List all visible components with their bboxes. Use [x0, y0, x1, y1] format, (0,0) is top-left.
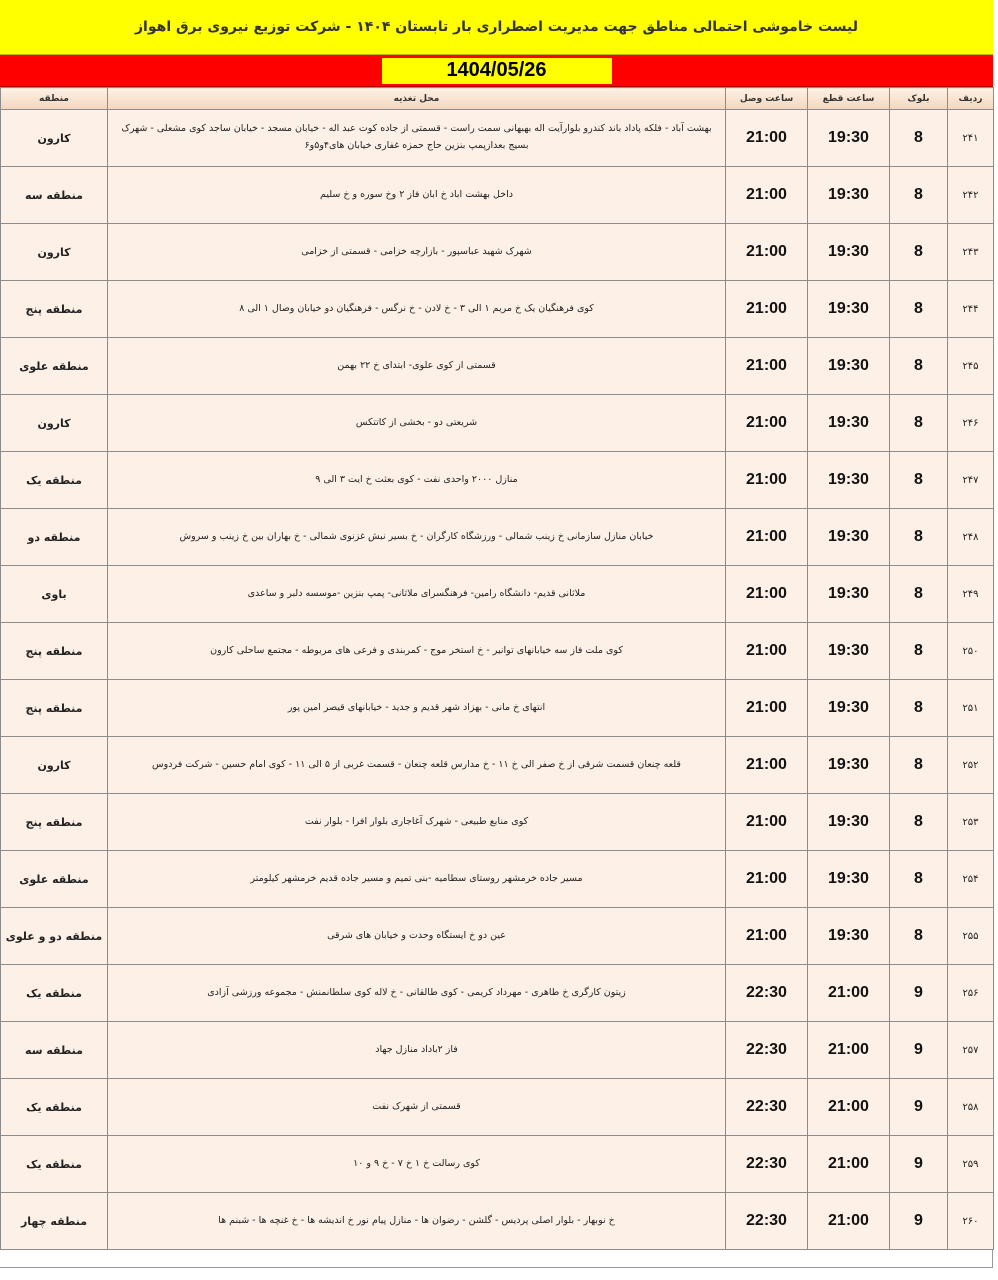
table-row — [1, 851, 994, 908]
table-row — [1, 452, 994, 509]
cell-zone: منطقه یک — [1, 452, 108, 509]
cell-cut-time: 19:30 — [808, 224, 890, 281]
cell-feed-location: بهشت آباد - فلکه پاداد باند کندرو بلوارآیت اله بهبهانی سمت راست - قسمتی از جاده کوت عبد اله - خیابان مسجد - خیابان ساجد کوی مشعلی - شهرک بسیج بعدازپمپ بنزین حاج حمزه غفاری خیابان های۴و۵و۶ — [108, 110, 726, 167]
cell-reconnect-time: 21:00 — [726, 908, 808, 965]
cell-reconnect-time: 21:00 — [726, 167, 808, 224]
table-row — [1, 1022, 994, 1079]
cell-row-number: ۲۴۶ — [948, 395, 994, 452]
cell-cut-time: 19:30 — [808, 281, 890, 338]
document-title: لیست خاموشی احتمالی مناطق جهت مدیریت اضطراری بار تابستان ۱۴۰۴ - شرکت توزیع نیروی برق اهواز — [0, 0, 993, 55]
cell-zone: کارون — [1, 395, 108, 452]
cell-zone: منطقه سه — [1, 167, 108, 224]
cell-reconnect-time: 21:00 — [726, 680, 808, 737]
table-row — [1, 1193, 994, 1250]
cell-cut-time: 21:00 — [808, 1193, 890, 1250]
cell-row-number: ۲۵۲ — [948, 737, 994, 794]
table-row — [1, 167, 994, 224]
cell-reconnect-time: 21:00 — [726, 110, 808, 167]
cell-row-number: ۲۵۸ — [948, 1079, 994, 1136]
cell-cut-time: 19:30 — [808, 851, 890, 908]
table-row — [1, 566, 994, 623]
cell-reconnect-time: 21:00 — [726, 338, 808, 395]
cell-cut-time: 21:00 — [808, 965, 890, 1022]
cell-block: 8 — [890, 623, 948, 680]
cell-zone: منطقه پنج — [1, 794, 108, 851]
cell-cut-time: 19:30 — [808, 623, 890, 680]
header-reconnect-time: ساعت وصل — [726, 88, 808, 110]
cell-block: 8 — [890, 908, 948, 965]
table-row — [1, 509, 994, 566]
cell-row-number: ۲۵۰ — [948, 623, 994, 680]
cell-feed-location: عین دو خ ایستگاه وحدت و خیابان های شرقی — [108, 908, 726, 965]
cell-zone: کارون — [1, 737, 108, 794]
cell-row-number: ۲۴۵ — [948, 338, 994, 395]
cell-zone: منطقه پنج — [1, 623, 108, 680]
cell-row-number: ۲۵۱ — [948, 680, 994, 737]
cell-zone: منطقه علوی — [1, 851, 108, 908]
cell-reconnect-time: 21:00 — [726, 737, 808, 794]
table-row — [1, 110, 994, 167]
cell-zone: منطقه یک — [1, 1136, 108, 1193]
header-feed-location: محل تغذیه — [108, 88, 726, 110]
cell-block: 8 — [890, 737, 948, 794]
cell-zone: منطقه علوی — [1, 338, 108, 395]
cell-reconnect-time: 21:00 — [726, 851, 808, 908]
cell-row-number: ۲۵۹ — [948, 1136, 994, 1193]
cell-cut-time: 19:30 — [808, 167, 890, 224]
cell-zone: منطقه یک — [1, 1079, 108, 1136]
cell-block: 8 — [890, 509, 948, 566]
cell-reconnect-time: 21:00 — [726, 509, 808, 566]
cell-row-number: ۲۵۶ — [948, 965, 994, 1022]
cell-reconnect-time: 22:30 — [726, 1079, 808, 1136]
cell-cut-time: 19:30 — [808, 680, 890, 737]
cell-reconnect-time: 21:00 — [726, 281, 808, 338]
cell-cut-time: 19:30 — [808, 338, 890, 395]
cell-reconnect-time: 21:00 — [726, 395, 808, 452]
cell-zone: کارون — [1, 110, 108, 167]
table-row — [1, 224, 994, 281]
cell-zone: باوی — [1, 566, 108, 623]
cell-feed-location: خیابان منازل سازمانی خ زینب شمالی - ورزشگاه کارگران - خ بسیر نبش غزنوی شمالی - خ بهاران بین خ زینب و سروش — [108, 509, 726, 566]
cell-block: 8 — [890, 395, 948, 452]
cell-cut-time: 19:30 — [808, 509, 890, 566]
cell-row-number: ۲۵۳ — [948, 794, 994, 851]
cell-reconnect-time: 22:30 — [726, 1022, 808, 1079]
cell-reconnect-time: 21:00 — [726, 452, 808, 509]
cell-block: 9 — [890, 1079, 948, 1136]
header-zone: منطقه — [1, 88, 108, 110]
cell-cut-time: 19:30 — [808, 737, 890, 794]
date-banner — [0, 55, 993, 87]
date-label: 1404/05/26 — [382, 58, 612, 84]
table-row — [1, 338, 994, 395]
cell-cut-time: 19:30 — [808, 110, 890, 167]
cell-zone: منطقه چهار — [1, 1193, 108, 1250]
cell-reconnect-time: 22:30 — [726, 1136, 808, 1193]
cell-feed-location: شریعتی دو - بخشی از کاتتکس — [108, 395, 726, 452]
cell-zone: منطقه دو — [1, 509, 108, 566]
cell-block: 8 — [890, 452, 948, 509]
cell-feed-location: کوی رسالت خ ۱ خ ۷ - خ ۹ و ۱۰ — [108, 1136, 726, 1193]
cell-feed-location: قسمتی از کوی علوی- ابتدای خ ۲۲ بهمن — [108, 338, 726, 395]
cell-reconnect-time: 21:00 — [726, 224, 808, 281]
cell-zone: منطقه سه — [1, 1022, 108, 1079]
cell-block: 8 — [890, 794, 948, 851]
table-row — [1, 1136, 994, 1193]
cell-reconnect-time: 22:30 — [726, 965, 808, 1022]
cell-row-number: ۲۵۴ — [948, 851, 994, 908]
cell-feed-location: فاز ۲باداد منازل جهاد — [108, 1022, 726, 1079]
cell-block: 8 — [890, 224, 948, 281]
cell-feed-location: کوی ملت فاز سه خیابانهای توانیر - خ استخر موج - کمربندی و فرعی های مربوطه - مجتمع ساحلی کارون — [108, 623, 726, 680]
cell-block: 9 — [890, 1193, 948, 1250]
cell-reconnect-time: 21:00 — [726, 623, 808, 680]
cell-feed-location: کوی فرهنگیان یک خ مریم ۱ الی ۳ - خ لادن - خ نرگس - فرهنگیان دو خیابان وصال ۱ الی ۸ — [108, 281, 726, 338]
cell-reconnect-time: 22:30 — [726, 1193, 808, 1250]
cell-feed-location: زیتون کارگری خ طاهری - مهرداد کریمی - کوی طالقانی - خ لاله کوی سلطانمنش - مجموعه ورزشی آزادی — [108, 965, 726, 1022]
cell-row-number: ۲۴۴ — [948, 281, 994, 338]
table-row — [1, 908, 994, 965]
table-body — [1, 110, 994, 1250]
table-row — [1, 737, 994, 794]
cell-feed-location: شهرک شهید عباسپور - بازارچه خزامی - قسمتی از خزامی — [108, 224, 726, 281]
cell-feed-location: منازل ۲۰۰۰ واحدی نفت - کوی بعثت خ ایت ۳ الی ۹ — [108, 452, 726, 509]
cell-feed-location: انتهای خ مانی - بهزاد شهر قدیم و جدید - خیابانهای قیصر امین پور — [108, 680, 726, 737]
table-row — [1, 680, 994, 737]
cell-cut-time: 19:30 — [808, 395, 890, 452]
cell-row-number: ۲۴۲ — [948, 167, 994, 224]
table-row — [1, 281, 994, 338]
cell-row-number: ۲۴۹ — [948, 566, 994, 623]
cell-feed-location: داخل بهشت اباد خ ابان فاز ۲ وخ سوره و خ سلیم — [108, 167, 726, 224]
cell-row-number: ۲۵۷ — [948, 1022, 994, 1079]
cell-block: 8 — [890, 167, 948, 224]
outage-table — [0, 87, 994, 1250]
cell-zone: منطقه پنج — [1, 281, 108, 338]
cell-cut-time: 19:30 — [808, 908, 890, 965]
cell-block: 8 — [890, 338, 948, 395]
cell-reconnect-time: 21:00 — [726, 794, 808, 851]
cell-feed-location: کوی منابع طبیعی - شهرک آغاجاری بلوار افرا - بلوار نفت — [108, 794, 726, 851]
cell-block: 8 — [890, 281, 948, 338]
cell-cut-time: 19:30 — [808, 452, 890, 509]
cell-row-number: ۲۴۱ — [948, 110, 994, 167]
cell-feed-location: ملاثانی قدیم- دانشگاه رامین- فرهنگسرای ملاثانی- پمپ بنزین -موسسه دلبر و ساعدی — [108, 566, 726, 623]
cell-block: 8 — [890, 110, 948, 167]
cell-block: 8 — [890, 851, 948, 908]
cell-row-number: ۲۴۸ — [948, 509, 994, 566]
cell-zone: کارون — [1, 224, 108, 281]
cell-cut-time: 21:00 — [808, 1022, 890, 1079]
header-block: بلوک — [890, 88, 948, 110]
cell-block: 8 — [890, 566, 948, 623]
cell-zone: منطقه پنج — [1, 680, 108, 737]
cell-feed-location: قسمتی از شهرک نفت — [108, 1079, 726, 1136]
table-row — [1, 395, 994, 452]
cell-cut-time: 19:30 — [808, 566, 890, 623]
cell-block: 9 — [890, 1136, 948, 1193]
cell-feed-location: مسیر جاده خرمشهر روستای سطامیه -بنی تمیم و مسیر جاده قدیم خرمشهر کیلومتر — [108, 851, 726, 908]
cell-feed-location: قلعه چنعان قسمت شرقی از خ صفر الی خ ۱۱ - خ مدارس قلعه چنعان - قسمت غربی از ۵ الی ۱۱ - کوی امام حسین - شرکت فردوس — [108, 737, 726, 794]
cell-row-number: ۲۵۵ — [948, 908, 994, 965]
cell-block: 9 — [890, 965, 948, 1022]
header-row-number: ردیف — [948, 88, 994, 110]
table-row — [1, 794, 994, 851]
table-row — [1, 623, 994, 680]
cell-zone: منطقه دو و علوی — [1, 908, 108, 965]
table-row — [1, 965, 994, 1022]
cell-cut-time: 19:30 — [808, 794, 890, 851]
header-cut-time: ساعت قطع — [808, 88, 890, 110]
cell-cut-time: 21:00 — [808, 1079, 890, 1136]
cell-block: 9 — [890, 1022, 948, 1079]
cell-cut-time: 21:00 — [808, 1136, 890, 1193]
cell-feed-location: خ نوبهار - بلوار اصلی پردیس - گلشن - رضوان ها - منازل پیام نور خ اندیشه ها - خ غنچه ها - شبنم ها — [108, 1193, 726, 1250]
cell-block: 8 — [890, 680, 948, 737]
cell-zone: منطقه یک — [1, 965, 108, 1022]
cell-row-number: ۲۴۷ — [948, 452, 994, 509]
cell-row-number: ۲۴۳ — [948, 224, 994, 281]
table-row — [1, 1079, 994, 1136]
cell-reconnect-time: 21:00 — [726, 566, 808, 623]
cell-row-number: ۲۶۰ — [948, 1193, 994, 1250]
table-header-row — [1, 88, 994, 110]
